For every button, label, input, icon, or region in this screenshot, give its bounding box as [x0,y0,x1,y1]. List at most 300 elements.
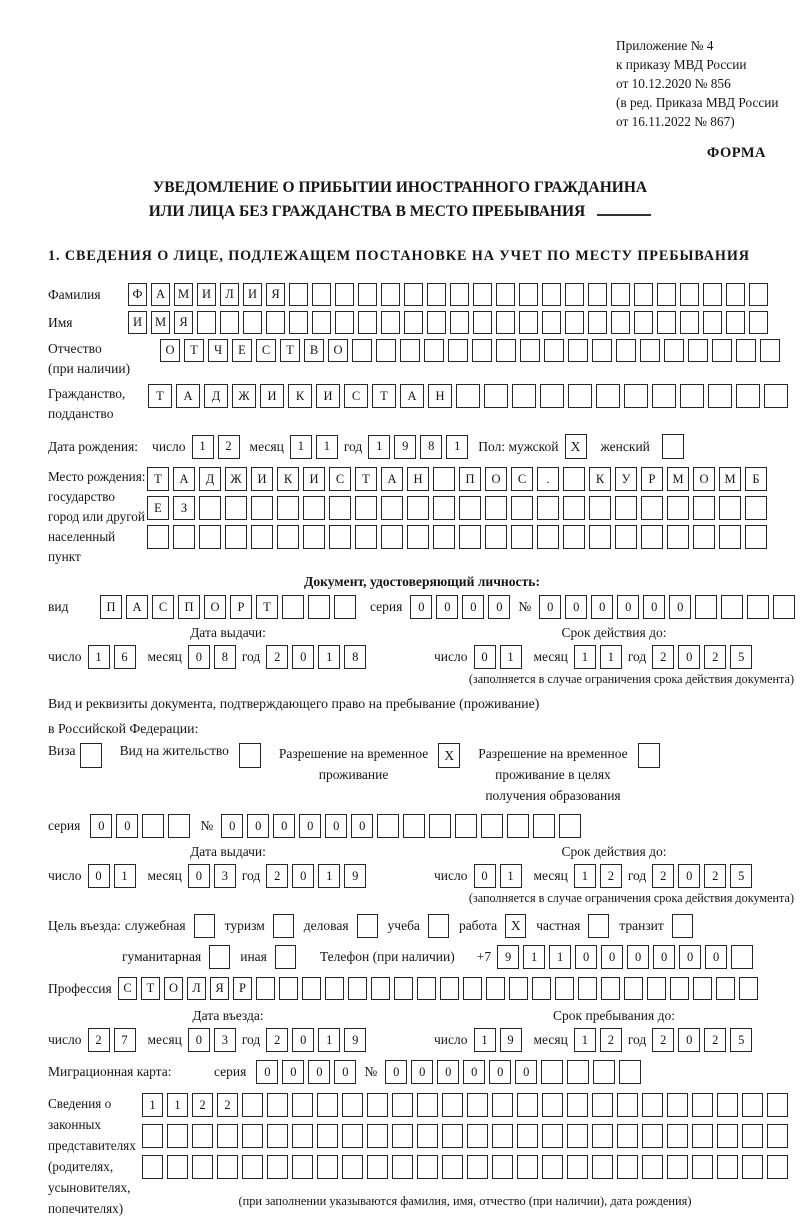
form-cell[interactable]: С [329,467,351,491]
form-cell[interactable] [642,1124,663,1148]
form-cell[interactable]: 0 [273,814,295,838]
form-cell[interactable] [749,311,768,334]
form-cell[interactable]: Т [141,977,160,1000]
form-cell[interactable]: М [174,283,193,306]
form-cell[interactable] [708,384,732,408]
form-cell[interactable]: Р [233,977,252,1000]
form-cell[interactable]: . [537,467,559,491]
form-cell[interactable] [400,339,420,362]
form-cell[interactable] [588,311,607,334]
form-cell[interactable] [455,814,477,838]
form-cell[interactable]: И [316,384,340,408]
form-cell[interactable]: Я [210,977,229,1000]
form-cell[interactable] [693,496,715,520]
form-cell[interactable] [243,311,262,334]
form-cell[interactable] [667,1124,688,1148]
form-cell[interactable]: О [160,339,180,362]
form-cell[interactable] [242,1124,263,1148]
form-cell[interactable]: 0 [705,945,727,969]
form-cell[interactable] [519,311,538,334]
form-cell[interactable]: Е [232,339,252,362]
form-cell[interactable] [563,467,585,491]
form-cell[interactable] [459,496,481,520]
form-cell[interactable]: О [328,339,348,362]
form-cell[interactable] [537,525,559,549]
form-cell[interactable]: М [719,467,741,491]
form-cell[interactable] [472,339,492,362]
form-cell[interactable]: 0 [679,945,701,969]
form-cell[interactable] [565,283,584,306]
form-cell[interactable] [335,311,354,334]
form-cell[interactable] [142,1124,163,1148]
form-cell[interactable]: 2 [217,1093,238,1117]
form-cell[interactable] [717,1093,738,1117]
form-cell[interactable] [427,283,446,306]
form-cell[interactable]: 0 [601,945,623,969]
form-cell[interactable] [532,977,551,1000]
form-cell[interactable] [485,525,507,549]
form-cell[interactable]: 5 [730,645,752,669]
form-cell[interactable] [589,525,611,549]
form-cell[interactable] [617,1155,638,1179]
form-cell[interactable] [652,384,676,408]
form-cell[interactable] [192,1155,213,1179]
form-cell[interactable]: 2 [652,864,674,888]
form-cell[interactable] [619,1060,641,1084]
form-cell[interactable] [371,977,390,1000]
form-cell[interactable]: 2 [192,1093,213,1117]
form-cell[interactable] [242,1093,263,1117]
form-cell[interactable]: И [260,384,284,408]
form-cell[interactable]: 9 [394,435,416,459]
form-cell[interactable] [647,977,666,1000]
form-cell[interactable] [642,1093,663,1117]
form-cell[interactable]: 1 [88,645,110,669]
form-cell[interactable] [367,1093,388,1117]
form-cell[interactable]: Л [220,283,239,306]
form-cell[interactable] [352,339,372,362]
form-cell[interactable]: 0 [282,1060,304,1084]
form-cell[interactable]: 1 [142,1093,163,1117]
form-cell[interactable] [634,311,653,334]
form-cell[interactable]: П [100,595,122,619]
form-cell[interactable]: А [126,595,148,619]
form-cell[interactable] [520,339,540,362]
form-cell[interactable] [747,595,769,619]
form-cell[interactable]: 9 [500,1028,522,1052]
form-cell[interactable] [540,384,564,408]
form-cell[interactable]: 0 [292,864,314,888]
form-cell[interactable] [739,977,758,1000]
purpose-commercial-checkbox[interactable] [357,914,378,938]
form-cell[interactable] [242,1155,263,1179]
form-cell[interactable]: 9 [344,1028,366,1052]
form-cell[interactable] [541,1060,563,1084]
form-cell[interactable] [325,977,344,1000]
form-cell[interactable] [745,496,767,520]
form-cell[interactable]: 0 [678,1028,700,1052]
form-cell[interactable] [496,283,515,306]
form-cell[interactable]: 2 [266,645,288,669]
form-cell[interactable] [568,339,588,362]
form-cell[interactable]: О [485,467,507,491]
form-cell[interactable]: К [277,467,299,491]
form-cell[interactable]: 0 [669,595,691,619]
form-cell[interactable] [492,1124,513,1148]
form-cell[interactable]: Я [174,311,193,334]
form-cell[interactable]: 0 [437,1060,459,1084]
form-cell[interactable] [667,1155,688,1179]
form-cell[interactable]: 0 [463,1060,485,1084]
form-cell[interactable] [617,1093,638,1117]
form-cell[interactable]: 0 [678,645,700,669]
form-cell[interactable] [376,339,396,362]
form-cell[interactable]: Д [199,467,221,491]
form-cell[interactable] [509,977,528,1000]
form-cell[interactable] [703,311,722,334]
form-cell[interactable]: Я [266,283,285,306]
form-cell[interactable] [142,1155,163,1179]
form-cell[interactable] [517,1155,538,1179]
form-cell[interactable]: 0 [474,645,496,669]
form-cell[interactable] [329,496,351,520]
form-cell[interactable] [459,525,481,549]
form-cell[interactable] [736,339,756,362]
form-cell[interactable] [624,384,648,408]
form-cell[interactable]: 1 [192,435,214,459]
form-cell[interactable] [403,814,425,838]
form-cell[interactable] [392,1093,413,1117]
form-cell[interactable] [317,1155,338,1179]
form-cell[interactable] [404,311,423,334]
form-cell[interactable] [693,977,712,1000]
form-cell[interactable]: 0 [678,864,700,888]
form-cell[interactable]: 3 [214,864,236,888]
form-cell[interactable] [511,525,533,549]
form-cell[interactable] [377,814,399,838]
form-cell[interactable] [511,496,533,520]
form-cell[interactable]: М [667,467,689,491]
form-cell[interactable] [745,525,767,549]
form-cell[interactable] [308,595,330,619]
form-cell[interactable]: 1 [316,435,338,459]
form-cell[interactable]: И [197,283,216,306]
form-cell[interactable] [695,595,717,619]
form-cell[interactable]: 0 [627,945,649,969]
form-cell[interactable] [433,467,455,491]
form-cell[interactable] [611,283,630,306]
form-cell[interactable]: 0 [591,595,613,619]
form-cell[interactable]: 1 [500,645,522,669]
form-cell[interactable] [742,1124,763,1148]
form-cell[interactable] [450,311,469,334]
form-cell[interactable] [417,977,436,1000]
form-cell[interactable] [596,384,620,408]
form-cell[interactable] [680,311,699,334]
form-cell[interactable] [335,283,354,306]
form-cell[interactable] [342,1124,363,1148]
form-cell[interactable] [692,1093,713,1117]
form-cell[interactable]: К [589,467,611,491]
form-cell[interactable] [292,1155,313,1179]
form-cell[interactable] [279,977,298,1000]
form-cell[interactable]: И [128,311,147,334]
form-cell[interactable] [657,311,676,334]
form-cell[interactable] [589,496,611,520]
form-cell[interactable] [588,283,607,306]
form-cell[interactable] [473,283,492,306]
form-cell[interactable] [394,977,413,1000]
form-cell[interactable]: 1 [290,435,312,459]
form-cell[interactable] [417,1155,438,1179]
form-cell[interactable]: 0 [385,1060,407,1084]
form-cell[interactable] [664,339,684,362]
form-cell[interactable]: 0 [488,595,510,619]
form-cell[interactable]: 9 [344,864,366,888]
form-cell[interactable]: 0 [188,645,210,669]
form-cell[interactable] [749,283,768,306]
form-cell[interactable]: 1 [318,864,340,888]
form-cell[interactable] [348,977,367,1000]
form-cell[interactable]: Т [372,384,396,408]
form-cell[interactable]: 1 [549,945,571,969]
form-cell[interactable] [167,1155,188,1179]
form-cell[interactable] [192,1124,213,1148]
form-cell[interactable]: 1 [523,945,545,969]
form-cell[interactable]: 0 [411,1060,433,1084]
form-cell[interactable] [667,496,689,520]
form-cell[interactable] [542,283,561,306]
form-cell[interactable]: З [173,496,195,520]
form-cell[interactable] [467,1124,488,1148]
form-cell[interactable]: 6 [114,645,136,669]
form-cell[interactable] [657,283,676,306]
form-cell[interactable] [267,1155,288,1179]
form-cell[interactable]: 1 [574,645,596,669]
form-cell[interactable]: С [152,595,174,619]
form-cell[interactable] [542,1155,563,1179]
form-cell[interactable] [289,283,308,306]
form-cell[interactable]: У [615,467,637,491]
form-cell[interactable]: 1 [474,1028,496,1052]
form-cell[interactable] [467,1093,488,1117]
form-cell[interactable]: 2 [704,1028,726,1052]
form-cell[interactable] [593,1060,615,1084]
form-cell[interactable] [450,283,469,306]
form-cell[interactable] [641,525,663,549]
form-cell[interactable]: 1 [368,435,390,459]
form-cell[interactable]: К [288,384,312,408]
form-cell[interactable]: Е [147,496,169,520]
form-cell[interactable] [312,283,331,306]
form-cell[interactable]: 1 [574,1028,596,1052]
form-cell[interactable]: 0 [436,595,458,619]
form-cell[interactable]: Д [204,384,228,408]
form-cell[interactable]: В [304,339,324,362]
form-cell[interactable] [615,525,637,549]
form-cell[interactable]: 2 [266,1028,288,1052]
form-cell[interactable] [251,496,273,520]
form-cell[interactable]: 0 [410,595,432,619]
form-cell[interactable]: 0 [292,1028,314,1052]
form-cell[interactable] [442,1124,463,1148]
form-cell[interactable] [173,525,195,549]
form-cell[interactable] [484,384,508,408]
form-cell[interactable] [267,1093,288,1117]
form-cell[interactable]: Р [641,467,663,491]
form-cell[interactable]: 1 [318,1028,340,1052]
form-cell[interactable]: 1 [167,1093,188,1117]
form-cell[interactable] [496,339,516,362]
form-cell[interactable] [764,384,788,408]
form-cell[interactable] [592,1155,613,1179]
form-cell[interactable] [424,339,444,362]
form-cell[interactable] [492,1093,513,1117]
form-cell[interactable]: А [381,467,403,491]
form-cell[interactable] [517,1093,538,1117]
form-cell[interactable]: А [176,384,200,408]
form-cell[interactable] [731,945,753,969]
form-cell[interactable]: 5 [730,1028,752,1052]
form-cell[interactable]: 1 [500,864,522,888]
form-cell[interactable]: 2 [652,645,674,669]
form-cell[interactable] [592,1093,613,1117]
form-cell[interactable] [485,496,507,520]
form-cell[interactable]: 0 [221,814,243,838]
form-cell[interactable] [463,977,482,1000]
form-cell[interactable]: 8 [420,435,442,459]
form-cell[interactable]: И [243,283,262,306]
form-cell[interactable]: Н [407,467,429,491]
edu-permit-checkbox[interactable] [638,743,660,768]
form-cell[interactable] [492,1155,513,1179]
form-cell[interactable] [367,1124,388,1148]
residence-permit-checkbox[interactable] [239,743,261,768]
form-cell[interactable] [721,595,743,619]
form-cell[interactable] [481,814,503,838]
form-cell[interactable]: Т [256,595,278,619]
form-cell[interactable] [303,525,325,549]
form-cell[interactable]: 1 [114,864,136,888]
form-cell[interactable]: 0 [575,945,597,969]
sex-male-checkbox[interactable]: X [565,434,587,459]
form-cell[interactable]: А [173,467,195,491]
form-cell[interactable]: Н [428,384,452,408]
form-cell[interactable] [567,1155,588,1179]
form-cell[interactable] [642,1155,663,1179]
form-cell[interactable] [533,814,555,838]
form-cell[interactable]: 0 [351,814,373,838]
form-cell[interactable]: 8 [214,645,236,669]
form-cell[interactable]: 0 [334,1060,356,1084]
purpose-work-checkbox[interactable]: X [505,914,526,938]
form-cell[interactable] [467,1155,488,1179]
form-cell[interactable]: Л [187,977,206,1000]
form-cell[interactable]: 0 [653,945,675,969]
form-cell[interactable] [742,1155,763,1179]
form-cell[interactable]: 0 [515,1060,537,1084]
form-cell[interactable] [302,977,321,1000]
form-cell[interactable] [693,525,715,549]
form-cell[interactable] [742,1093,763,1117]
form-cell[interactable] [381,283,400,306]
form-cell[interactable] [199,525,221,549]
form-cell[interactable] [568,384,592,408]
form-cell[interactable]: 9 [497,945,519,969]
purpose-other-checkbox[interactable] [275,945,296,969]
form-cell[interactable]: Ж [225,467,247,491]
form-cell[interactable] [358,311,377,334]
form-cell[interactable] [542,311,561,334]
form-cell[interactable] [680,283,699,306]
form-cell[interactable]: А [400,384,424,408]
form-cell[interactable] [407,496,429,520]
form-cell[interactable]: 1 [318,645,340,669]
form-cell[interactable] [303,496,325,520]
form-cell[interactable] [542,1093,563,1117]
form-cell[interactable]: С [118,977,137,1000]
form-cell[interactable] [197,311,216,334]
form-cell[interactable] [381,496,403,520]
purpose-transit-checkbox[interactable] [672,914,693,938]
form-cell[interactable] [563,496,585,520]
form-cell[interactable] [407,525,429,549]
form-cell[interactable] [611,311,630,334]
form-cell[interactable]: С [256,339,276,362]
form-cell[interactable]: 5 [730,864,752,888]
form-cell[interactable] [277,525,299,549]
form-cell[interactable] [317,1124,338,1148]
form-cell[interactable]: 2 [218,435,240,459]
form-cell[interactable] [282,595,304,619]
form-cell[interactable]: Т [148,384,172,408]
form-cell[interactable] [142,814,164,838]
form-cell[interactable]: 2 [88,1028,110,1052]
form-cell[interactable]: П [459,467,481,491]
form-cell[interactable]: И [251,467,273,491]
form-cell[interactable] [641,496,663,520]
form-cell[interactable] [726,283,745,306]
temp-permit-checkbox[interactable]: X [438,743,460,768]
form-cell[interactable]: 0 [299,814,321,838]
form-cell[interactable]: Р [230,595,252,619]
form-cell[interactable]: С [344,384,368,408]
form-cell[interactable] [167,1124,188,1148]
form-cell[interactable] [559,814,581,838]
purpose-private-checkbox[interactable] [588,914,609,938]
form-cell[interactable] [225,525,247,549]
form-cell[interactable] [688,339,708,362]
form-cell[interactable] [292,1093,313,1117]
form-cell[interactable] [292,1124,313,1148]
form-cell[interactable] [220,311,239,334]
form-cell[interactable] [147,525,169,549]
form-cell[interactable]: 0 [88,864,110,888]
form-cell[interactable] [317,1093,338,1117]
form-cell[interactable] [616,339,636,362]
form-cell[interactable] [199,496,221,520]
form-cell[interactable] [567,1124,588,1148]
form-cell[interactable] [716,977,735,1000]
form-cell[interactable]: О [693,467,715,491]
form-cell[interactable] [342,1155,363,1179]
form-cell[interactable] [267,1124,288,1148]
form-cell[interactable] [670,977,689,1000]
form-cell[interactable]: 7 [114,1028,136,1052]
form-cell[interactable] [417,1124,438,1148]
form-cell[interactable]: 0 [462,595,484,619]
form-cell[interactable]: С [511,467,533,491]
